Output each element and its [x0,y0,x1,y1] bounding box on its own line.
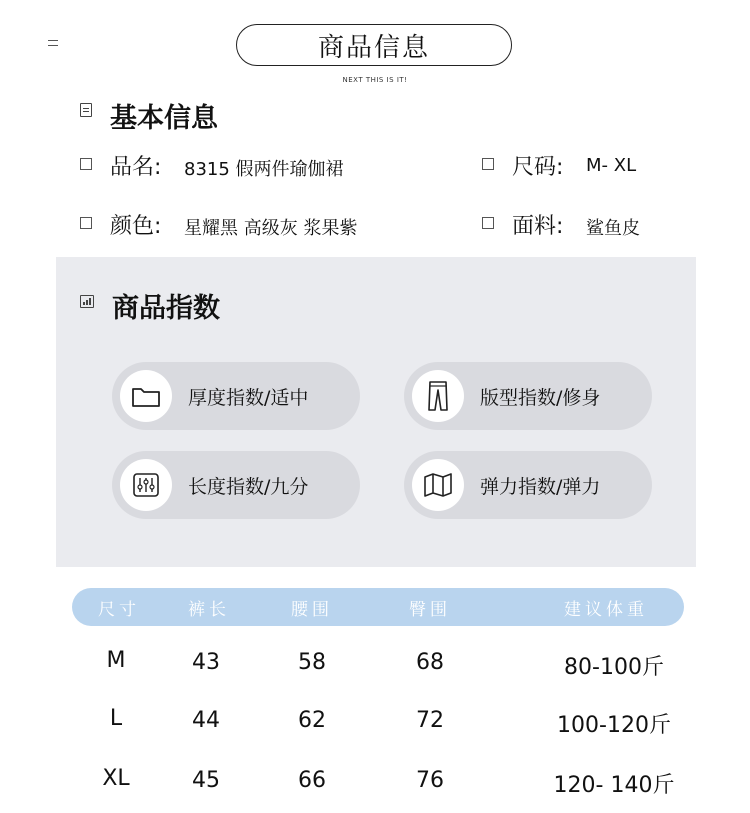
field-label-size: 尺码: [512,155,564,180]
index-thickness [112,362,360,430]
field-value-size: M- XL [586,155,637,176]
column-header: 尺寸 [98,600,140,620]
column-header: 臀围 [409,600,451,620]
index-elasticity-label: 弹力指数/弹力 [480,475,601,498]
index-fit [404,362,652,430]
bar-chart-icon [80,295,94,308]
field-value-fabric: 鲨鱼皮 [586,218,640,239]
index-fit-label: 版型指数/修身 [480,386,601,409]
document-icon [80,103,92,117]
table-cell: 58 [298,650,326,675]
table-cell: 68 [416,650,444,675]
table-cell: 72 [416,708,444,733]
table-cell: 45 [192,768,220,793]
index-thickness-label: 厚度指数/适中 [188,386,309,409]
field-label-fabric: 面料: [512,214,564,239]
index-elasticity [404,451,652,519]
basic-info-title: 基本信息 [110,103,218,134]
table-cell: XL [102,766,130,791]
menu-icon[interactable] [48,40,58,50]
table-cell: L [109,706,123,731]
column-header: 腰围 [291,600,333,620]
page-title: 商品信息 [236,24,512,66]
folder-icon [120,370,172,422]
table-cell: M [106,648,126,673]
checkbox-icon [482,217,494,229]
product-index-title: 商品指数 [112,293,220,324]
table-cell: 80-100斤 [564,655,664,680]
checkbox-icon [80,217,92,229]
table-cell: 66 [298,768,326,793]
table-cell: 62 [298,708,326,733]
pants-icon [412,370,464,422]
page-subtitle: NEXT THIS IS IT! [342,76,408,84]
table-cell: 44 [192,708,220,733]
field-label-color: 颜色: [110,214,162,239]
index-length [112,451,360,519]
sliders-icon [120,459,172,511]
field-value-name: 8315 假两件瑜伽裙 [184,159,344,180]
index-length-label: 长度指数/九分 [188,475,309,498]
table-cell: 76 [416,768,444,793]
checkbox-icon [482,158,494,170]
column-header: 建议体重 [564,600,648,620]
table-cell: 120- 140斤 [553,773,675,798]
table-cell: 43 [192,650,220,675]
checkbox-icon [80,158,92,170]
field-value-color: 星耀黑 高级灰 浆果紫 [184,218,358,239]
map-icon [412,459,464,511]
field-label-name: 品名: [110,155,162,180]
table-cell: 100-120斤 [557,713,671,738]
column-header: 裤长 [188,600,230,620]
